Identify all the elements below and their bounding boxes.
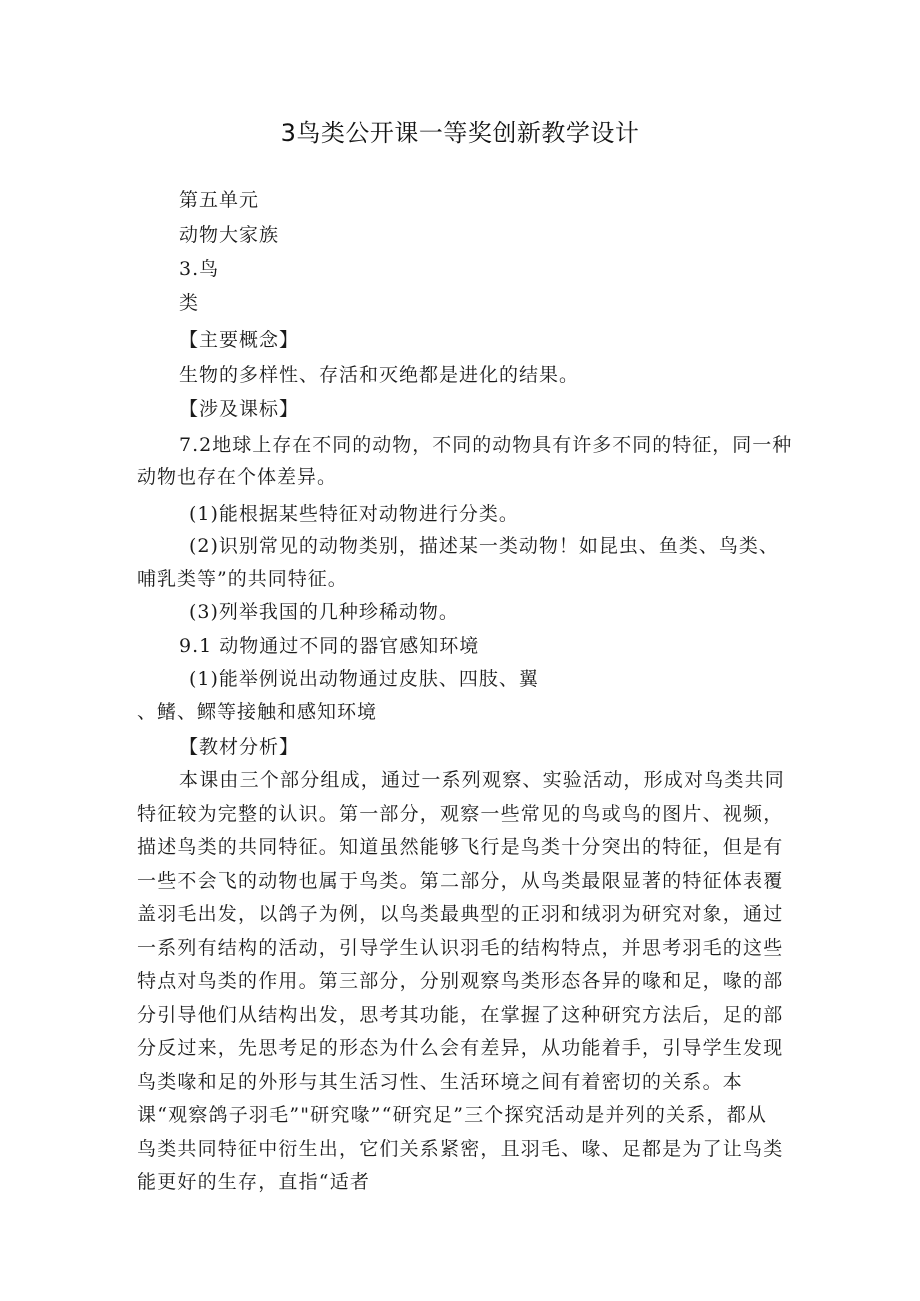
standard-heading: 【涉及课标】 [179,398,300,420]
concept-heading: 【主要概念】 [179,329,300,351]
standard-7-2-item2-line1: (2)识别常见的动物类别，描述某一类动物！如昆虫、鱼类、鸟类、 [189,535,779,557]
analysis-heading: 【教材分析】 [179,736,300,758]
standard-7-2-item3: (3)列举我国的几种珍稀动物。 [189,601,459,623]
lesson-number: 3.鸟 [179,258,220,280]
standard-7-2-item2-line2: 哺乳类等”的共同特征。 [137,568,348,590]
standard-9-1-item1-line1: (1)能举例说出动物通过皮肤、四肢、翼 [189,668,539,690]
standard-7-2-line2: 动物也存在个体差异。 [137,466,338,488]
unit-label: 第五单元 [179,189,260,211]
lesson-char: 类 [179,292,200,314]
standard-7-2-item1: (1)能根据某些特征对动物进行分类。 [189,503,519,525]
concept-text: 生物的多样性、存活和灭绝都是进化的结果。 [179,364,580,386]
document-title: 3鸟类公开课一等奖创新教学设计 [280,119,640,147]
standard-7-2-line1: 7.2地球上存在不同的动物，不同的动物具有许多不同的特征，同一种 [179,434,793,456]
unit-name: 动物大家族 [179,224,280,246]
standard-9-1: 9.1 动物通过不同的器官感知环境 [179,635,480,657]
analysis-paragraph: 本课由三个部分组成，通过一系列观察、实验活动，形成对鸟类共同特征较为完整的认识。第一部分，观察一些常见的鸟或鸟的图片、视频，描述鸟类的共同特征。知道虽然能够飞行是鸟类十分突出的特征，但是有一些不会飞的动物也属于鸟类。第二部分，从鸟类最限显著的特征体表覆盖羽毛出发，以鸽子为例，以鸟类最典型的正羽和绒羽为研究对象，通过一系列有结构的活动，引导学生认识羽毛的结构特点，并思考羽毛的这些特点对鸟类的作用。第三部分，分别观察鸟类形态各异的喙和足，喙的部分引导他们从结构出发，思考其功能，在掌握了这种研究方法后，足的部分反过来，先思考足的形态为什么会有差异，从功能着手，引导学生发现鸟类喙和足的外形与其生活习性、生活环境之间有着密切的关系。本课“观察鸽子羽毛”"研究喙”“研究足”三个探究活动是并列的关系，都从鸟类共同特征中衍生出，它们关系紧密，且羽毛、喙、足都是为了让鸟类能更好的生存，直指“适者 [137,769,786,1193]
standard-9-1-item1-line2: 、鳍、鳏等接触和感知环境 [137,701,378,723]
